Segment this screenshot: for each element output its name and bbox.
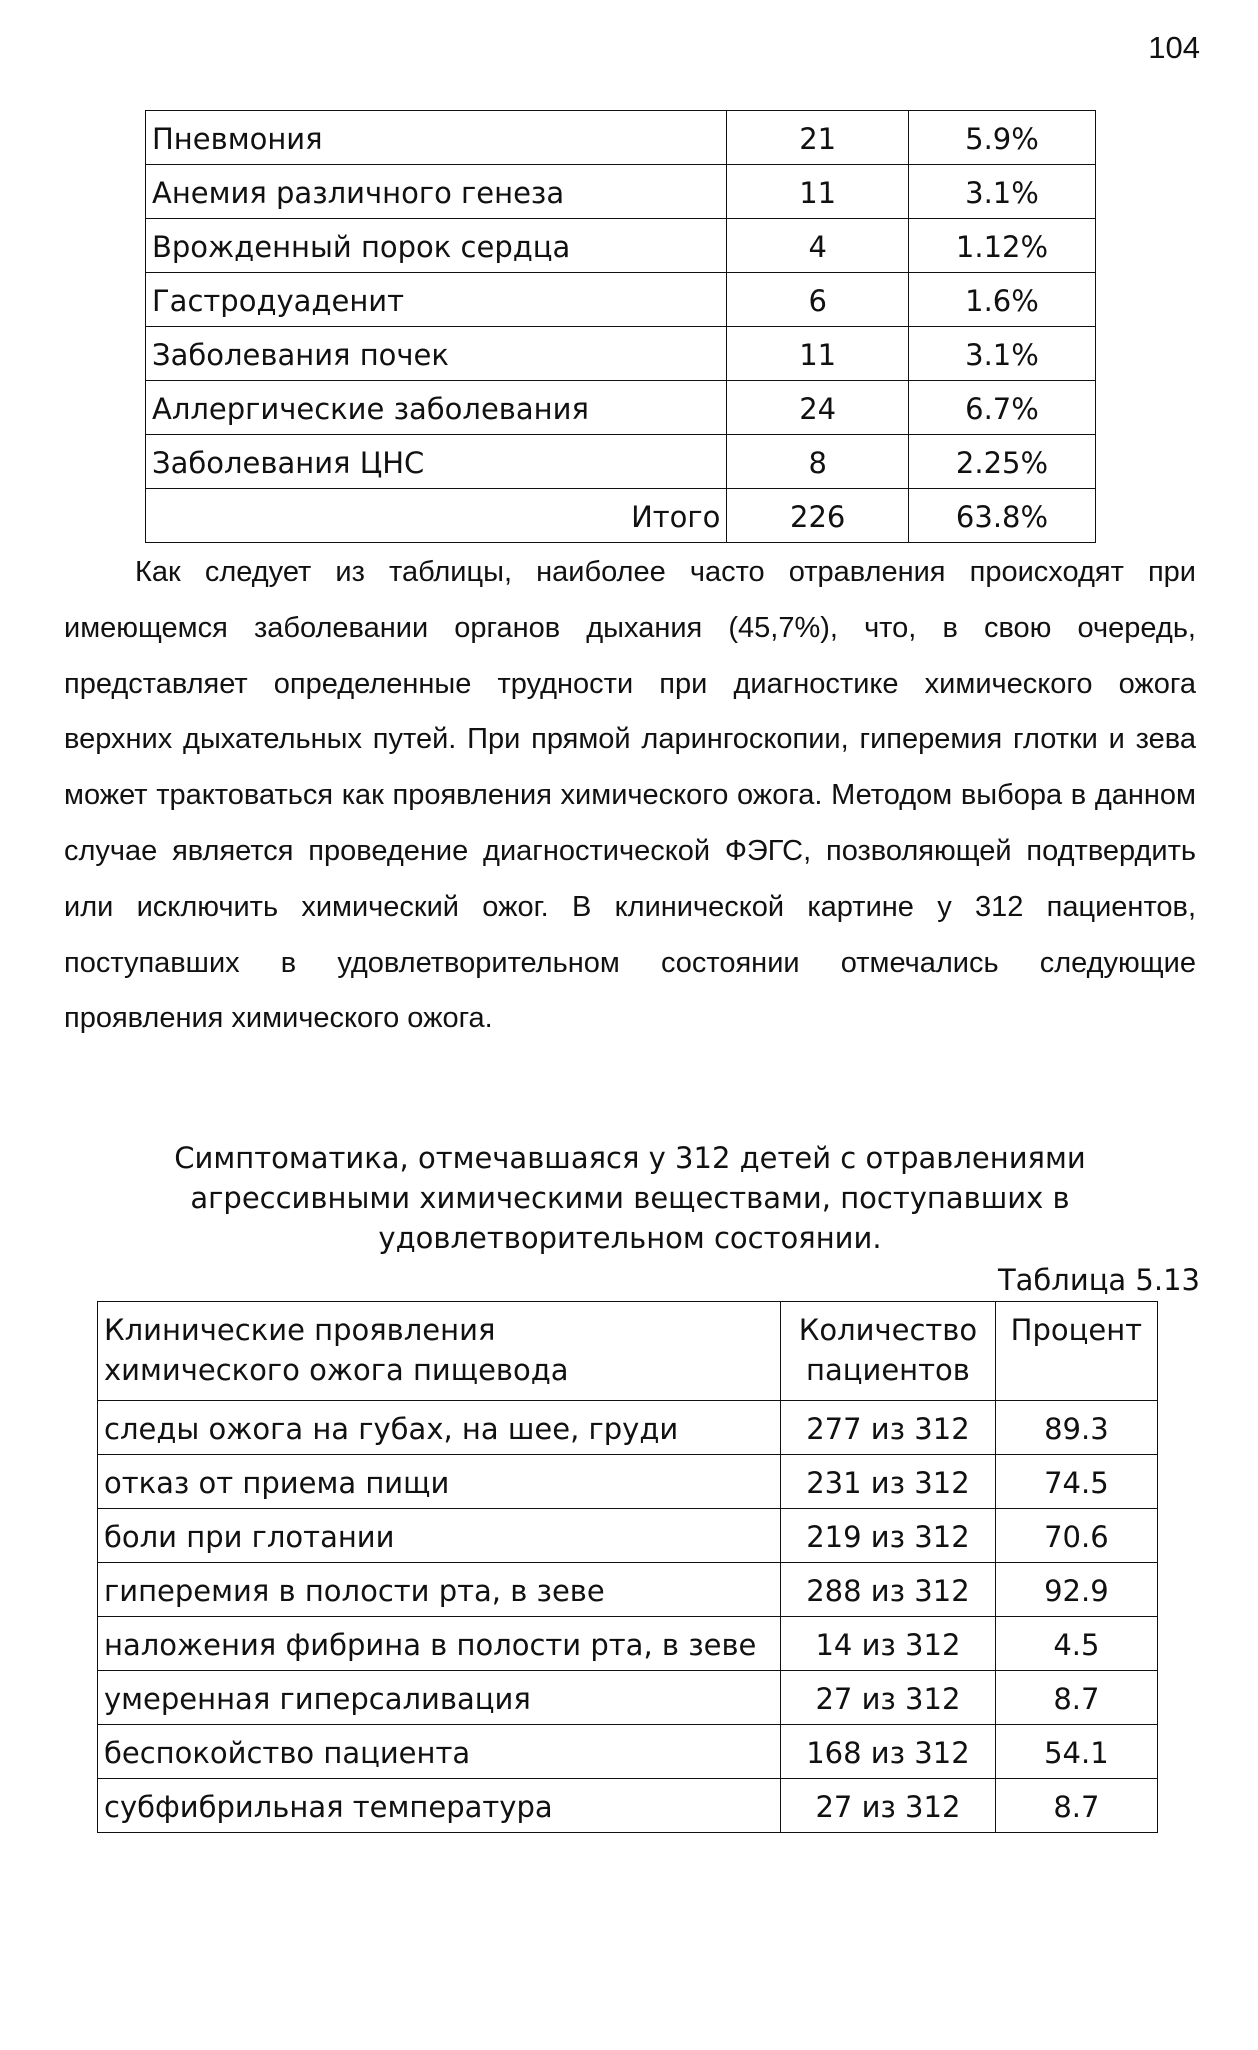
percent-cell: 89.3 <box>995 1401 1157 1455</box>
table-caption <box>130 1138 1130 1258</box>
header-line: химического ожога пищевода <box>104 1353 569 1387</box>
table-row <box>98 1455 1158 1509</box>
disease-percent-cell: 3.1% <box>908 165 1095 219</box>
caption-line: удовлетворительном состоянии. <box>378 1221 882 1255</box>
diseases-table <box>145 110 1096 543</box>
symptom-cell: боли при глотании <box>98 1509 781 1563</box>
count-cell: 27 из 312 <box>781 1671 996 1725</box>
percent-cell: 8.7 <box>995 1671 1157 1725</box>
disease-percent-cell: 2.25% <box>908 435 1095 489</box>
symptom-cell: умеренная гиперсаливация <box>98 1671 781 1725</box>
percent-cell: 54.1 <box>995 1725 1157 1779</box>
symptom-cell: беспокойство пациента <box>98 1725 781 1779</box>
percent-cell: 74.5 <box>995 1455 1157 1509</box>
disease-count-cell: 11 <box>727 165 909 219</box>
caption-line: агрессивными химическими веществами, поступавших в <box>190 1181 1070 1215</box>
count-cell: 219 из 312 <box>781 1509 996 1563</box>
disease-count-cell: 21 <box>727 111 909 165</box>
header-line: Клинические проявления <box>104 1313 496 1347</box>
total-row <box>146 489 1096 543</box>
count-cell: 277 из 312 <box>781 1401 996 1455</box>
count-cell: 288 из 312 <box>781 1563 996 1617</box>
table-row <box>146 381 1096 435</box>
disease-name-cell: Пневмония <box>146 111 727 165</box>
page-number: 104 <box>1148 30 1200 65</box>
disease-name-cell: Аллергические заболевания <box>146 381 727 435</box>
table-row <box>98 1725 1158 1779</box>
disease-count-cell: 8 <box>727 435 909 489</box>
disease-percent-cell: 6.7% <box>908 381 1095 435</box>
caption-line: Симптоматика, отмечавшаяся у 312 детей с отравлениями <box>174 1141 1086 1175</box>
table-row <box>98 1671 1158 1725</box>
table-row <box>146 327 1096 381</box>
table-number-label: Таблица 5.13 <box>997 1263 1200 1297</box>
percent-cell: 8.7 <box>995 1779 1157 1833</box>
symptom-cell: следы ожога на губах, на шее, груди <box>98 1401 781 1455</box>
disease-name-cell: Анемия различного генеза <box>146 165 727 219</box>
symptoms-table <box>97 1301 1158 1833</box>
table-row <box>98 1401 1158 1455</box>
count-cell: 168 из 312 <box>781 1725 996 1779</box>
header-symptom <box>98 1302 781 1401</box>
table-row <box>146 273 1096 327</box>
disease-count-cell: 24 <box>727 381 909 435</box>
disease-count-cell: 11 <box>727 327 909 381</box>
body-paragraph <box>64 545 1196 1047</box>
paragraph-text: Как следует из таблицы, наиболее часто отравления происходят при имеющемся заболевании органов дыхания (45,7%), что, в свою очередь, представляет определенные трудности при диагностике химического ожога верхних дыхательных путей. При прямой ларингоскопии, гиперемия глотки и зева может трактоваться как проявления химического ожога. Методом выбора в данном случае является проведение диагностической ФЭГС, позволяющей подтвердить или исключить химический ожог. В клинической картине у 312 пациентов, поступавших в удовлетворительном состоянии отмечались следующие проявления химического ожога. <box>64 556 1196 1035</box>
disease-name-cell: Заболевания почек <box>146 327 727 381</box>
table-row <box>146 111 1096 165</box>
disease-name-cell: Гастродуаденит <box>146 273 727 327</box>
disease-name-cell: Врожденный порок сердца <box>146 219 727 273</box>
header-count <box>781 1302 996 1401</box>
table-row <box>146 219 1096 273</box>
header-percent: Процент <box>995 1302 1157 1401</box>
total-count-cell: 226 <box>727 489 909 543</box>
table-row <box>98 1563 1158 1617</box>
table-row <box>146 165 1096 219</box>
disease-percent-cell: 1.6% <box>908 273 1095 327</box>
disease-percent-cell: 1.12% <box>908 219 1095 273</box>
symptom-cell: субфибрильная температура <box>98 1779 781 1833</box>
total-percent-cell: 63.8% <box>908 489 1095 543</box>
symptom-cell: гиперемия в полости рта, в зеве <box>98 1563 781 1617</box>
percent-cell: 70.6 <box>995 1509 1157 1563</box>
table-header-row <box>98 1302 1158 1401</box>
table-row <box>98 1509 1158 1563</box>
symptom-cell: отказ от приема пищи <box>98 1455 781 1509</box>
header-line: пациентов <box>806 1353 970 1387</box>
count-cell: 231 из 312 <box>781 1455 996 1509</box>
header-line: Количество <box>798 1313 978 1347</box>
disease-percent-cell: 5.9% <box>908 111 1095 165</box>
disease-name-cell: Заболевания ЦНС <box>146 435 727 489</box>
disease-count-cell: 4 <box>727 219 909 273</box>
disease-percent-cell: 3.1% <box>908 327 1095 381</box>
symptom-cell: наложения фибрина в полости рта, в зеве <box>98 1617 781 1671</box>
count-cell: 14 из 312 <box>781 1617 996 1671</box>
percent-cell: 4.5 <box>995 1617 1157 1671</box>
table-row <box>146 435 1096 489</box>
table-row <box>98 1617 1158 1671</box>
percent-cell: 92.9 <box>995 1563 1157 1617</box>
total-label-cell: Итого <box>146 489 727 543</box>
disease-count-cell: 6 <box>727 273 909 327</box>
table-row <box>98 1779 1158 1833</box>
count-cell: 27 из 312 <box>781 1779 996 1833</box>
